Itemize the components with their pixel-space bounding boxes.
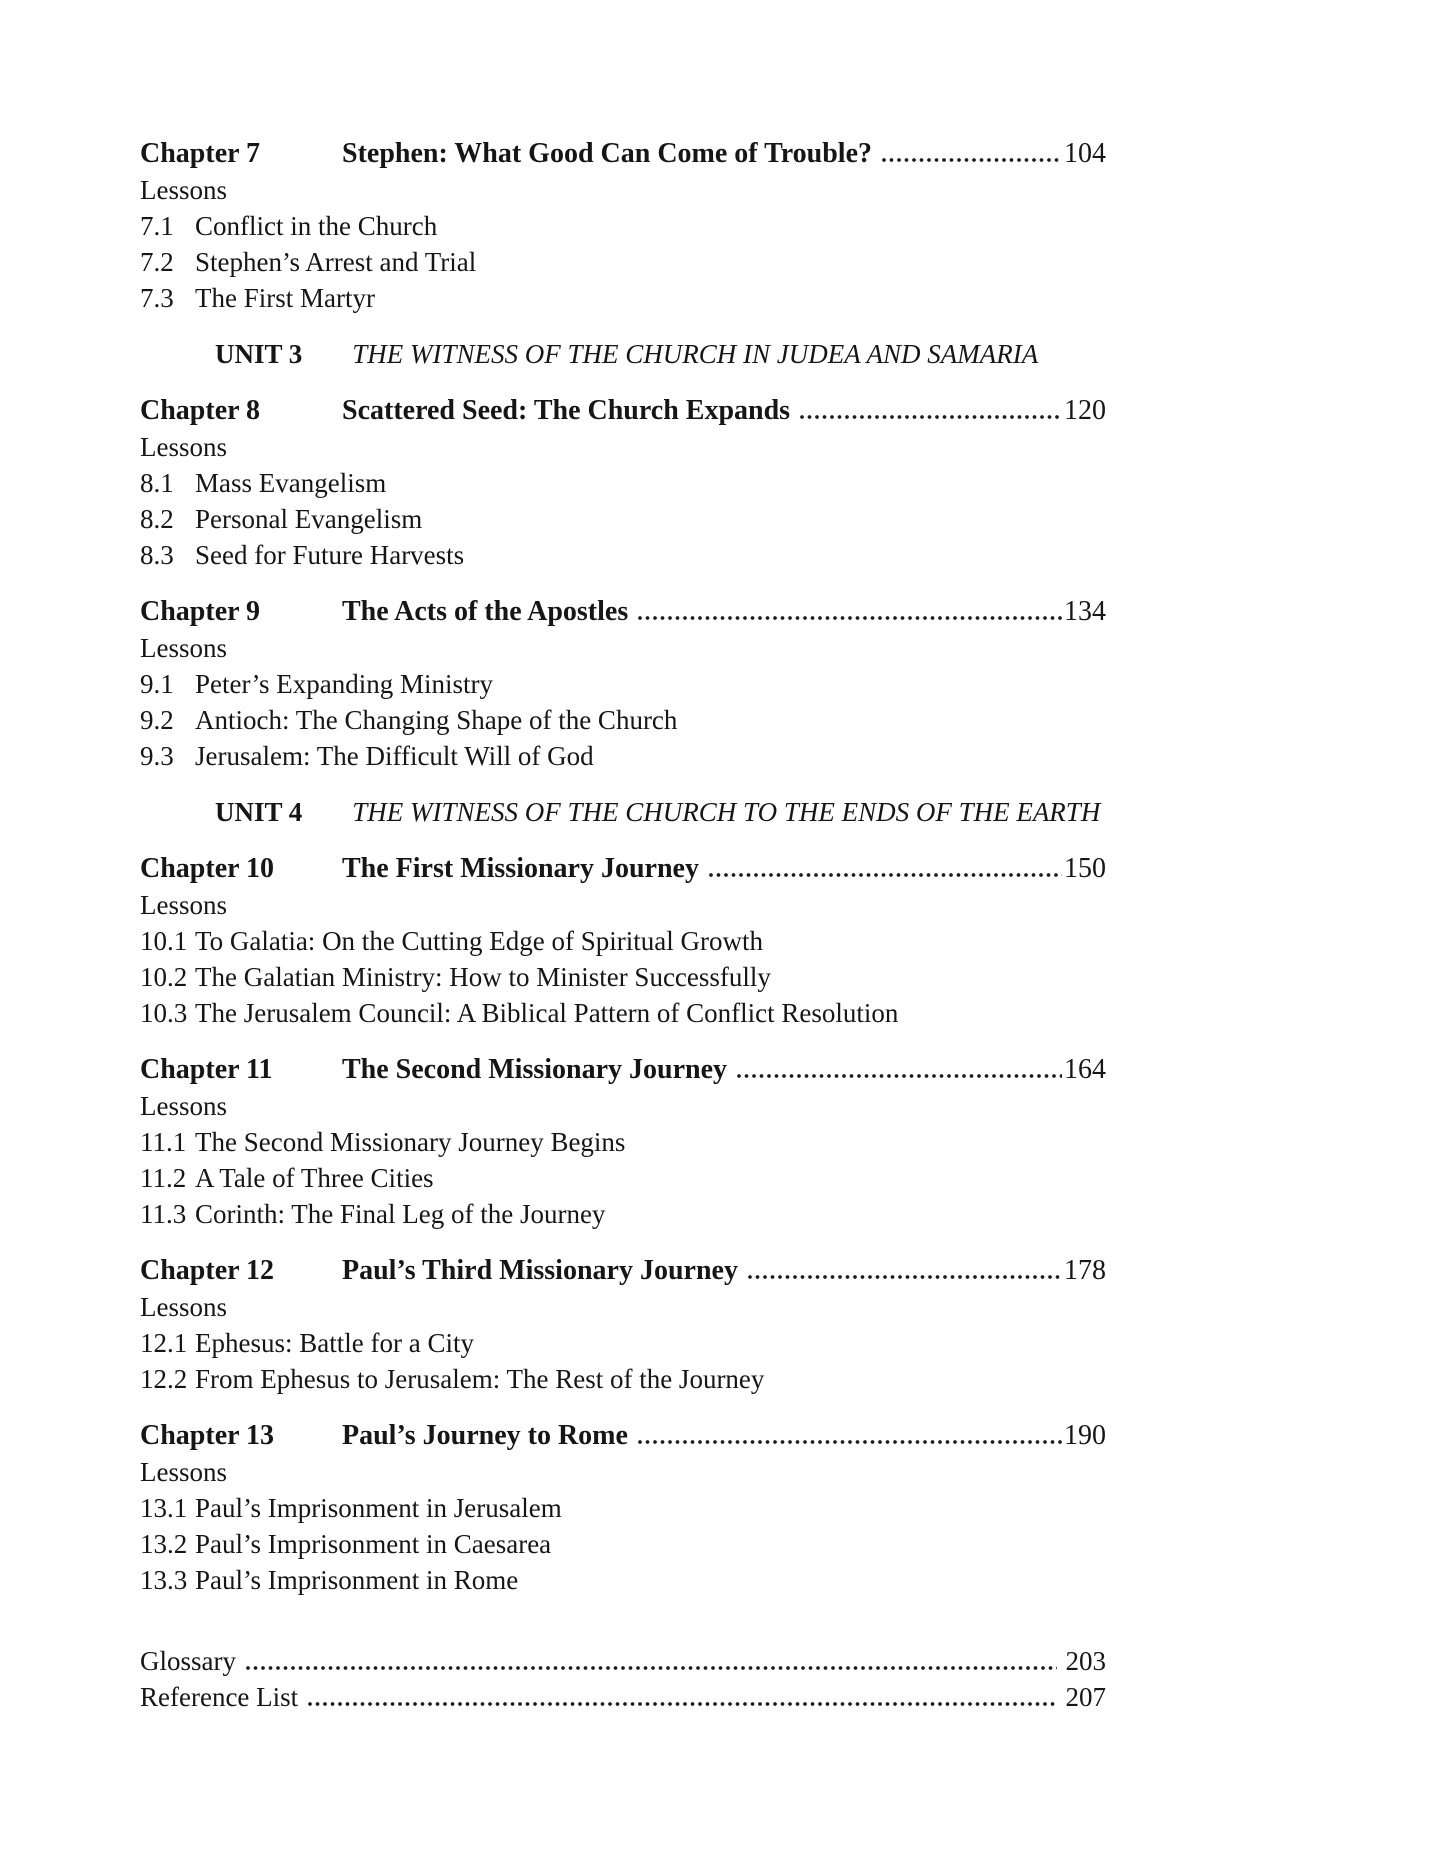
backmatter-page-number: 207 [1065, 1682, 1106, 1712]
lesson-title: The Second Missionary Journey Begins [195, 1127, 626, 1157]
lesson-number: 7.3 [140, 283, 174, 313]
lesson-number: 10.1 [140, 926, 188, 956]
lesson-number: 13.3 [140, 1565, 188, 1595]
chapter-block [140, 1418, 1106, 1598]
chapter-block [140, 136, 1106, 316]
lesson-row [140, 280, 1106, 316]
chapter-block [140, 594, 1106, 774]
lesson-row [140, 1124, 1106, 1160]
chapter-label: Chapter 13 [140, 1420, 275, 1451]
lesson-number: 13.1 [140, 1493, 188, 1523]
lesson-title: From Ephesus to Jerusalem: The Rest of the Journey [195, 1364, 765, 1394]
lessons-heading: Lessons [140, 175, 227, 205]
chapter-page-number: 190 [1064, 1420, 1106, 1451]
lesson-row [140, 995, 1106, 1031]
chapter-heading-row [140, 136, 1106, 172]
lesson-number: 8.3 [140, 540, 174, 570]
lesson-title: Corinth: The Final Leg of the Journey [195, 1199, 606, 1229]
lesson-number: 11.3 [140, 1199, 187, 1229]
lesson-number: 10.3 [140, 998, 188, 1028]
chapter-page-number: 134 [1064, 596, 1106, 627]
lessons-heading-row [140, 887, 1106, 923]
chapter-title: Paul’s Journey to Rome [342, 1420, 628, 1451]
lesson-row [140, 1490, 1106, 1526]
chapter-page-number: 120 [1064, 395, 1106, 426]
backmatter-label: Glossary [140, 1646, 236, 1676]
lessons-heading: Lessons [140, 633, 227, 663]
unit-label: UNIT 4 [215, 797, 303, 827]
lesson-row [140, 1196, 1106, 1232]
dot-leader [638, 1440, 1062, 1444]
lesson-number: 11.1 [140, 1127, 187, 1157]
chapter-block [140, 851, 1106, 1031]
lesson-row [140, 208, 1106, 244]
unit-title: THE WITNESS OF THE CHURCH TO THE ENDS OF THE EARTH [352, 797, 1101, 827]
lesson-title: Paul’s Imprisonment in Rome [195, 1565, 519, 1595]
lesson-title: The Galatian Ministry: How to Minister Successfully [195, 962, 771, 992]
lessons-heading-row [140, 1454, 1106, 1490]
lesson-title: Peter’s Expanding Ministry [195, 669, 493, 699]
lesson-title: Conflict in the Church [195, 211, 438, 241]
lesson-title: Personal Evangelism [195, 504, 423, 534]
lessons-heading-row [140, 1289, 1106, 1325]
lesson-row [140, 501, 1106, 537]
dot-leader [800, 415, 1062, 419]
lessons-heading-row [140, 172, 1106, 208]
chapter-heading-row [140, 1052, 1106, 1088]
lesson-title: A Tale of Three Cities [195, 1163, 434, 1193]
chapter-label: Chapter 10 [140, 853, 275, 884]
lessons-heading: Lessons [140, 1292, 227, 1322]
chapter-page-number: 104 [1064, 138, 1106, 169]
lesson-title: The Jerusalem Council: A Biblical Pattern of Conflict Resolution [195, 998, 899, 1028]
lesson-row [140, 244, 1106, 280]
lesson-title: To Galatia: On the Cutting Edge of Spiritual Growth [195, 926, 764, 956]
lessons-heading: Lessons [140, 890, 227, 920]
dot-leader [246, 1666, 1057, 1670]
lesson-row [140, 738, 1106, 774]
lesson-row [140, 959, 1106, 995]
lesson-row [140, 537, 1106, 573]
chapter-label: Chapter 9 [140, 596, 261, 627]
backmatter-row [140, 1679, 1106, 1715]
backmatter-block [140, 1679, 1106, 1715]
lesson-row [140, 1526, 1106, 1562]
chapter-block [140, 1253, 1106, 1397]
dot-leader [737, 1074, 1062, 1078]
lesson-title: The First Martyr [195, 283, 375, 313]
chapter-page-number: 150 [1064, 853, 1106, 884]
lesson-number: 9.3 [140, 741, 174, 771]
lesson-number: 7.1 [140, 211, 174, 241]
dot-leader [882, 158, 1062, 162]
lesson-title: Paul’s Imprisonment in Caesarea [195, 1529, 552, 1559]
chapter-label: Chapter 8 [140, 395, 261, 426]
backmatter-row [140, 1643, 1106, 1679]
lesson-title: Antioch: The Changing Shape of the Church [195, 705, 678, 735]
lesson-number: 9.1 [140, 669, 174, 699]
lesson-number: 12.2 [140, 1364, 188, 1394]
backmatter-block [140, 1643, 1106, 1679]
chapter-block [140, 1052, 1106, 1232]
chapter-page-number: 164 [1064, 1054, 1106, 1085]
dot-leader [638, 616, 1062, 620]
backmatter-page-number: 203 [1065, 1646, 1106, 1676]
lesson-title: Seed for Future Harvests [195, 540, 465, 570]
unit-title: THE WITNESS OF THE CHURCH IN JUDEA AND SAMARIA [352, 339, 1039, 369]
chapter-heading-row [140, 1253, 1106, 1289]
lesson-number: 13.2 [140, 1529, 188, 1559]
chapter-title: The Acts of the Apostles [342, 596, 629, 627]
lessons-heading-row [140, 630, 1106, 666]
lesson-row [140, 666, 1106, 702]
lesson-title: Paul’s Imprisonment in Jerusalem [195, 1493, 562, 1523]
lesson-row [140, 1160, 1106, 1196]
lessons-heading-row [140, 1088, 1106, 1124]
dot-leader [709, 873, 1062, 877]
lesson-row [140, 1562, 1106, 1598]
lessons-heading: Lessons [140, 1457, 227, 1487]
lessons-heading-row [140, 429, 1106, 465]
lesson-row [140, 702, 1106, 738]
chapter-heading-row [140, 1418, 1106, 1454]
lesson-number: 11.2 [140, 1163, 187, 1193]
unit-heading-row [140, 794, 1106, 830]
backmatter-label: Reference List [140, 1682, 299, 1712]
chapter-heading-row [140, 594, 1106, 630]
lesson-number: 7.2 [140, 247, 174, 277]
lesson-title: Mass Evangelism [195, 468, 387, 498]
chapter-heading-row [140, 393, 1106, 429]
unit-heading-row [140, 336, 1106, 372]
lesson-title: Stephen’s Arrest and Trial [195, 247, 477, 277]
chapter-label: Chapter 11 [140, 1054, 273, 1085]
lesson-number: 8.2 [140, 504, 174, 534]
chapter-page-number: 178 [1064, 1255, 1106, 1286]
chapter-title: The Second Missionary Journey [342, 1054, 728, 1085]
lesson-number: 10.2 [140, 962, 188, 992]
lesson-title: Jerusalem: The Difficult Will of God [195, 741, 594, 771]
chapter-title: Stephen: What Good Can Come of Trouble? [342, 138, 872, 169]
dot-leader [308, 1702, 1056, 1706]
lesson-row [140, 1325, 1106, 1361]
lesson-number: 9.2 [140, 705, 174, 735]
chapter-block [140, 393, 1106, 573]
lesson-number: 8.1 [140, 468, 174, 498]
table-of-contents [140, 136, 1106, 1715]
chapter-label: Chapter 12 [140, 1255, 275, 1286]
chapter-heading-row [140, 851, 1106, 887]
chapter-title: The First Missionary Journey [342, 853, 699, 884]
lesson-number: 12.1 [140, 1328, 188, 1358]
lessons-heading: Lessons [140, 432, 227, 462]
chapter-label: Chapter 7 [140, 138, 261, 169]
chapter-title: Scattered Seed: The Church Expands [342, 395, 791, 426]
lessons-heading: Lessons [140, 1091, 227, 1121]
lesson-row [140, 923, 1106, 959]
dot-leader [748, 1275, 1062, 1279]
lesson-row [140, 465, 1106, 501]
lesson-row [140, 1361, 1106, 1397]
lesson-title: Ephesus: Battle for a City [195, 1328, 474, 1358]
chapter-title: Paul’s Third Missionary Journey [342, 1255, 738, 1286]
unit-label: UNIT 3 [215, 339, 303, 369]
